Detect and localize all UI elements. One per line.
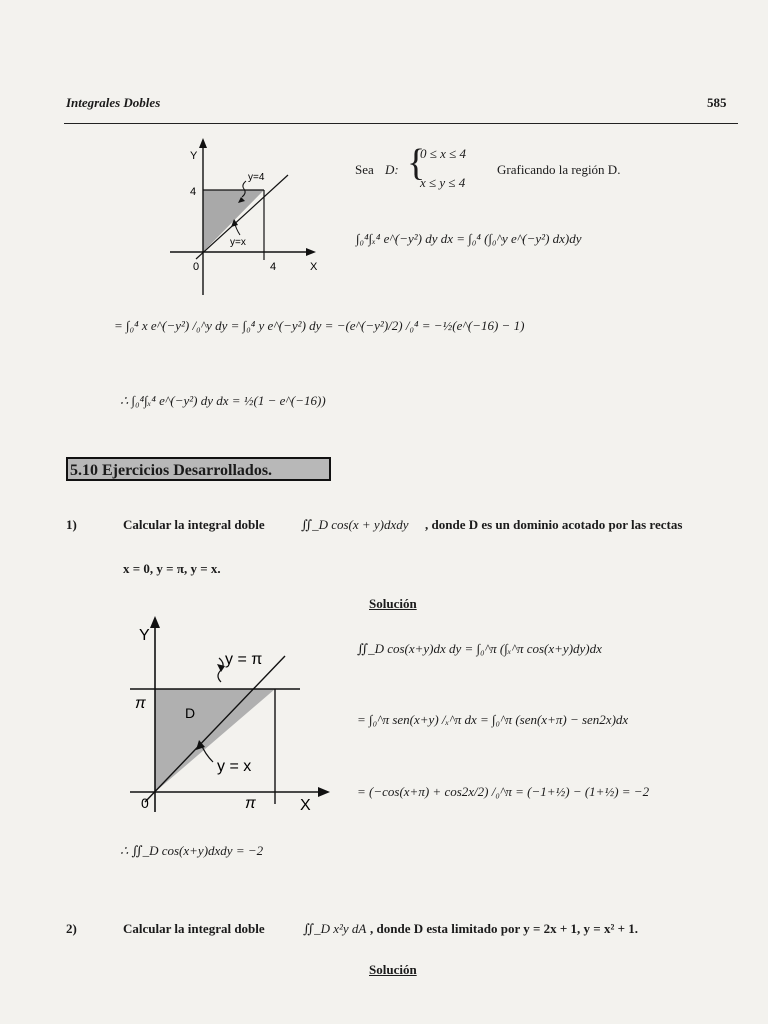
region-brace: { xyxy=(407,142,426,184)
graph-note: Graficando la región D. xyxy=(497,162,621,177)
ex1-statement-c: x = 0, y = π, y = x. xyxy=(123,561,221,576)
section-heading: 5.10 Ejercicios Desarrollados. xyxy=(66,457,331,481)
region-def-line1: 0 ≤ x ≤ 4 xyxy=(420,146,467,161)
origin-label: 0 xyxy=(141,795,149,811)
ex1-solution-label: Solución xyxy=(369,596,417,611)
top-equation-2: = ∫₀⁴ x e^(−y²) /₀^y dy = ∫₀⁴ y e^(−y²) dy = −(e^(−y²)/2) /₀⁴ = −½(e^(−16) − 1) xyxy=(114,318,525,333)
region-def-var: D: xyxy=(385,162,399,177)
header-rule xyxy=(64,123,738,124)
ex1-number: 1) xyxy=(66,517,77,532)
ex2-statement-integral: ∬_D x²y dA xyxy=(303,921,367,936)
page-number: 585 xyxy=(707,95,727,110)
ex1-equation-3: = (−cos(x+π) + cos2x/2) /₀^π = (−1+½) − (1+½) = −2 xyxy=(357,784,650,799)
ex1-statement-a: Calcular la integral doble xyxy=(123,517,265,532)
x-axis-label: X xyxy=(300,797,311,814)
top-equation-3: ∴ ∫₀⁴∫ₓ⁴ e^(−y²) dy dx = ½(1 − e^(−16)) xyxy=(120,393,326,408)
ex1-equation-2: = ∫₀^π sen(x+y) /ₓ^π dx = ∫₀^π (sen(x+π) − sen2x)dx xyxy=(357,712,629,727)
region-label: D xyxy=(185,705,196,721)
y-axis-label: Y xyxy=(190,150,198,162)
ex2-number: 2) xyxy=(66,921,77,936)
label-y4: y=4 xyxy=(248,172,265,183)
region-def-prefix: Sea xyxy=(355,162,374,177)
x-axis-label: X xyxy=(310,261,318,273)
ex1-statement-integral: ∬_D cos(x + y)dxdy xyxy=(301,517,409,532)
origin-label: 0 xyxy=(193,261,200,273)
label-yx: y=x xyxy=(230,237,246,248)
ex1-equation-1: ∬_D cos(x+y)dx dy = ∫₀^π (∫ₓ^π cos(x+y)dy)dx xyxy=(357,641,602,656)
chapter-title: Integrales Dobles xyxy=(66,95,161,110)
ex2-statement-a: Calcular la integral doble xyxy=(123,921,265,936)
x-tick-label: π xyxy=(245,795,256,812)
label-y-eq-x: y = x xyxy=(217,758,252,775)
y-tick-label: 4 xyxy=(190,186,197,198)
ex1-conclusion: ∴ ∬_D cos(x+y)dxdy = −2 xyxy=(120,843,264,858)
ex1-statement-b: , donde D es un dominio acotado por las rectas xyxy=(425,517,683,532)
top-equation-1: ∫₀⁴∫ₓ⁴ e^(−y²) dy dx = ∫₀⁴ (∫₀^y e^(−y²) dx)dy xyxy=(356,231,582,246)
y-tick-label: π xyxy=(135,695,146,712)
region-graph-top xyxy=(160,135,320,300)
region-def-line2: x ≤ y ≤ 4 xyxy=(420,175,466,190)
region-graph-ex1 xyxy=(125,612,335,822)
y-axis-label: Y xyxy=(139,627,150,644)
label-y-pi: y = π xyxy=(225,651,263,668)
ex2-statement-b: , donde D esta limitado por y = 2x + 1, y = x² + 1. xyxy=(370,921,639,936)
x-tick-label: 4 xyxy=(270,261,277,273)
region-fill xyxy=(155,689,275,792)
ex2-solution-label: Solución xyxy=(369,962,417,977)
